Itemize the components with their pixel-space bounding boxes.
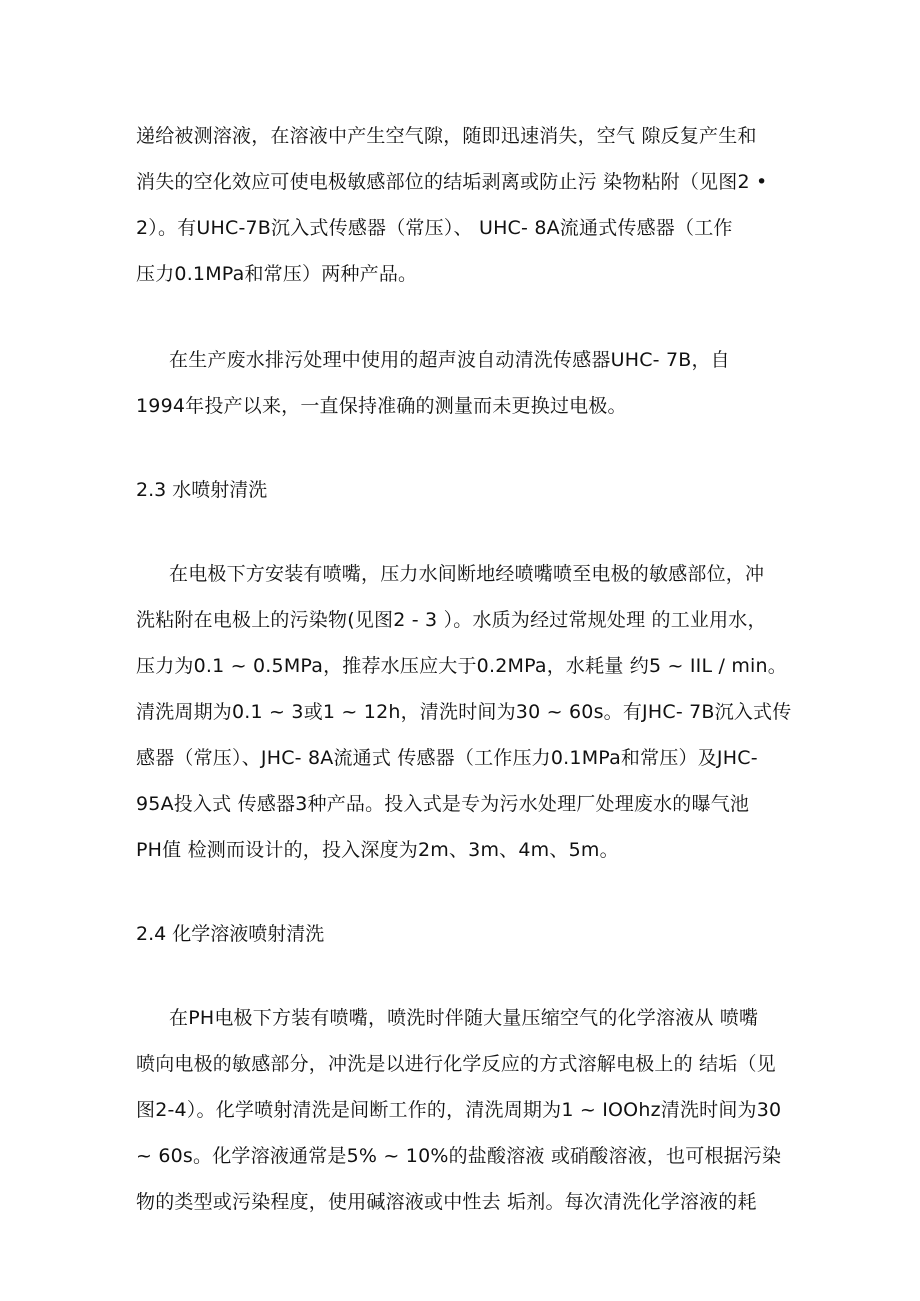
- document-page: [136, 113, 796, 1225]
- text-line: 1994年投产以来，一直保持准确的测量而未更换过电极。: [136, 395, 627, 417]
- section-heading-2-3: 2.3 水喷射清洗: [136, 479, 268, 501]
- text-line: 2）。有UHC-7B沉入式传感器（常压）、 UHC- 8A流通式传感器（工作: [136, 217, 733, 239]
- paragraph-water-jet-cleaning: [136, 551, 796, 873]
- text-line: 在电极下方安装有喷嘴，压力水间断地经喷嘴喷至电极的敏感部位，冲: [169, 563, 765, 585]
- text-line: 在PH电极下方装有喷嘴，喷洗时伴随大量压缩空气的化学溶液从 喷嘴: [169, 1007, 759, 1029]
- text-line: 物的类型或污染程度，使用碱溶液或中性去 垢剂。每次清洗化学溶液的耗: [136, 1191, 757, 1213]
- text-line: ~ 60s。化学溶液通常是5% ~ 10%的盐酸溶液 或硝酸溶液，也可根据污染: [136, 1145, 782, 1167]
- text-line: 压力为0.1 ~ 0.5MPa，推荐水压应大于0.2MPa，水耗量 约5 ~ IIL / min。: [136, 655, 787, 677]
- section-heading-2-4: 2.4 化学溶液喷射清洗: [136, 923, 325, 945]
- text-line: 递给被测溶液，在溶液中产生空气隙，随即迅速消失，空气 隙反复产生和: [136, 125, 757, 147]
- text-line: 感器（常压）、JHC- 8A流通式 传感器（工作压力0.1MPa和常压）及JHC-: [136, 747, 758, 769]
- text-line: 消失的空化效应可使电极敏感部位的结垢剥离或防止污 染物粘附（见图2 •: [136, 171, 768, 193]
- text-line: 95A投入式 传感器3种产品。投入式是专为污水处理厂处理废水的曝气池: [136, 793, 750, 815]
- paragraph-uhc7b-usage: [136, 337, 796, 429]
- text-line: 喷向电极的敏感部分，冲洗是以进行化学反应的方式溶解电极上的 结垢（见: [136, 1053, 776, 1075]
- text-line: 在生产废水排污处理中使用的超声波自动清洗传感器UHC- 7B，自: [169, 349, 730, 371]
- text-line: 清洗周期为0.1 ~ 3或1 ~ 12h，清洗时间为30 ~ 60s。有JHC- 7B沉入式传: [136, 701, 792, 723]
- text-line: 压力0.1MPa和常压）两种产品。: [136, 263, 418, 285]
- text-line: 图2-4）。化学喷射清洗是间断工作的，清洗周期为1 ~ IOOhz清洗时间为30: [136, 1099, 782, 1121]
- text-line: 洗粘附在电极上的污染物(见图2 - 3 ）。水质为经过常规处理 的工业用水，: [136, 609, 767, 631]
- paragraph-chemical-jet-cleaning: [136, 995, 796, 1225]
- paragraph-ultrasonic-cleaning: [136, 113, 796, 297]
- text-line: PH值 检测而设计的，投入深度为2m、3m、4m、5m。: [136, 839, 619, 861]
